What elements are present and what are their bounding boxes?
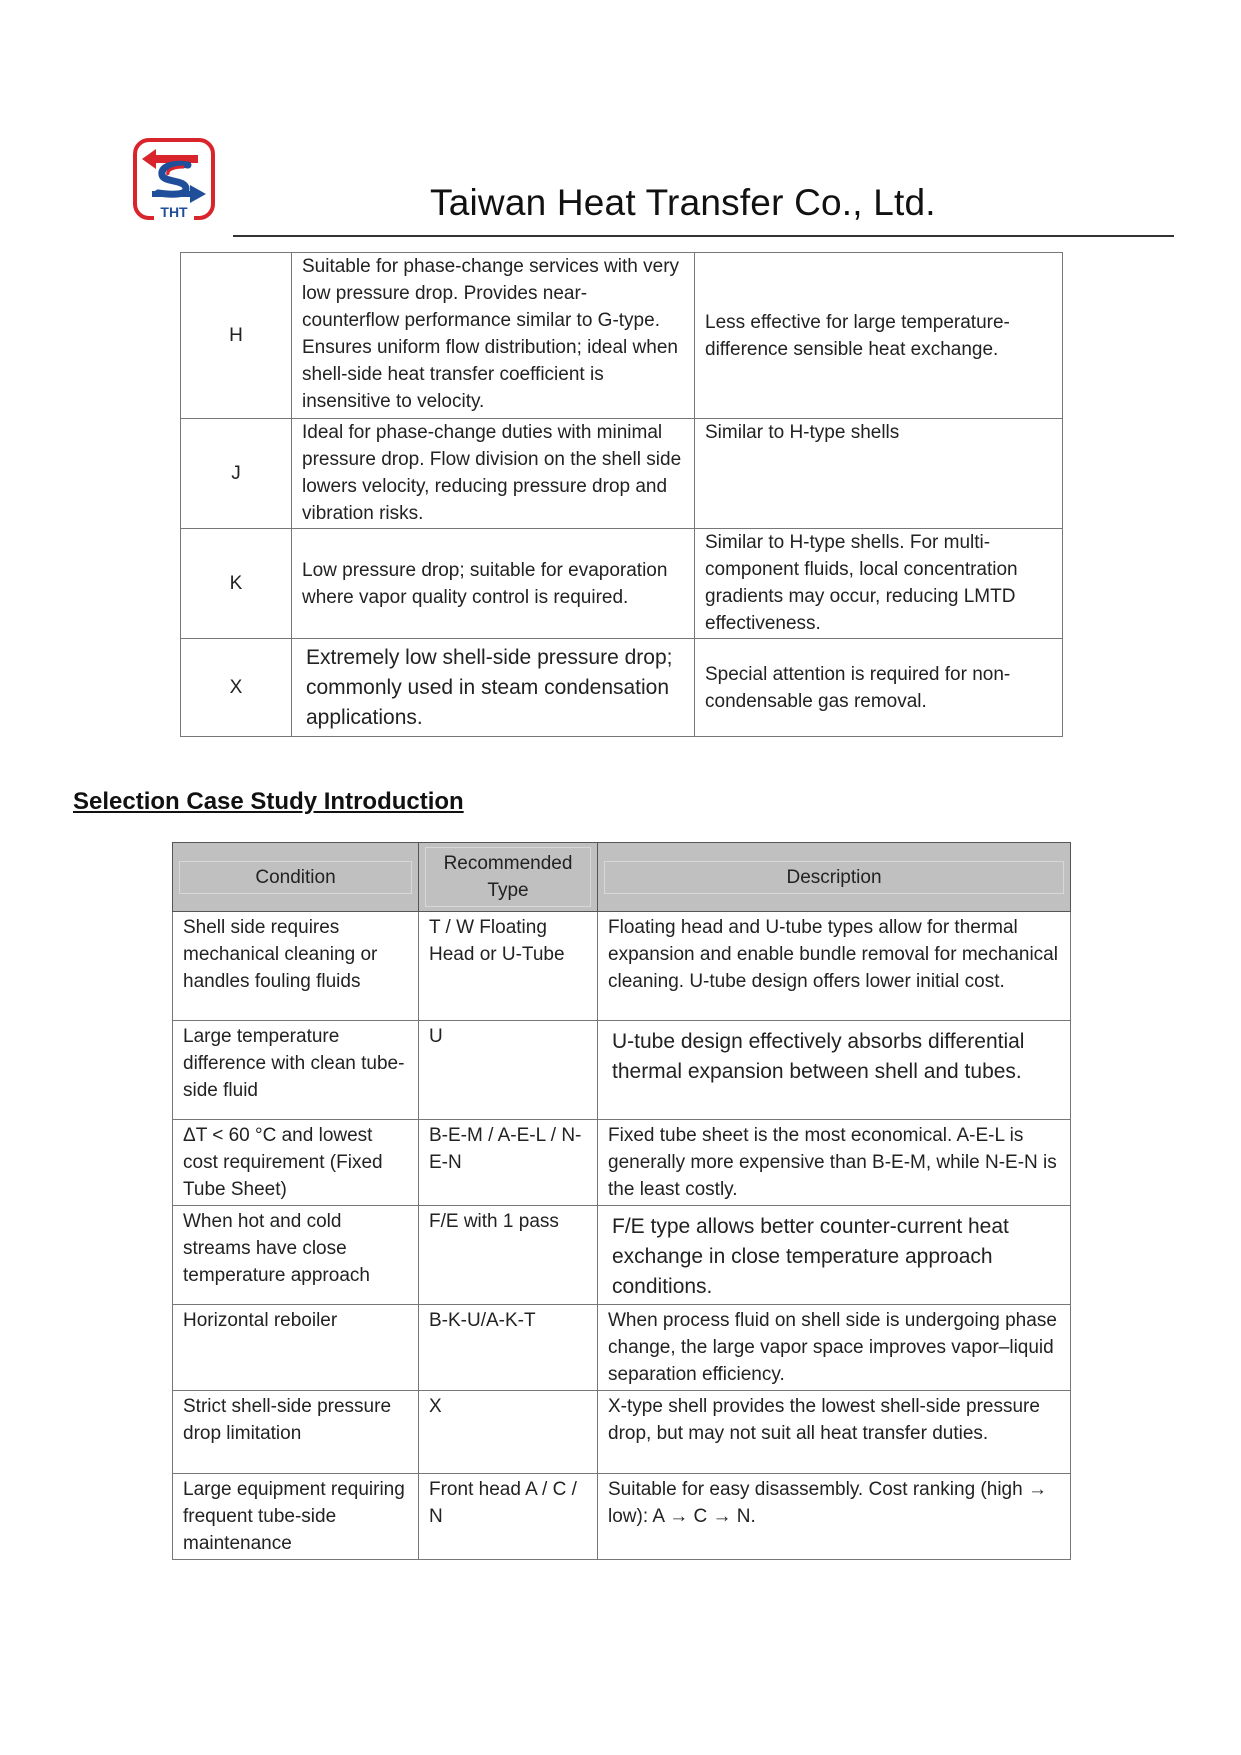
limitation-cell: Similar to H-type shells	[695, 419, 1063, 529]
advantage-cell: Suitable for phase-change services with very low pressure drop. Provides near-counterflow performance similar to G-type. Ensures uniform flow distribution; ideal when shell-side heat transfer coefficient is insensitive to velocity.	[292, 253, 695, 419]
table-row	[173, 1305, 1071, 1391]
shell-type-table	[180, 252, 1063, 737]
company-logo	[132, 137, 216, 221]
description-cell: When process fluid on shell side is undergoing phase change, the large vapor space improves vapor–liquid separation efficiency.	[598, 1305, 1071, 1391]
advantage-cell: Extremely low shell-side pressure drop; commonly used in steam condensation applications.	[292, 639, 695, 737]
limitation-cell: Similar to H-type shells. For multi-component fluids, local concentration gradients may occur, reducing LMTD effectiveness.	[695, 529, 1063, 639]
table-header-row	[173, 843, 1071, 912]
description-cell: U-tube design effectively absorbs differential thermal expansion between shell and tubes.	[598, 1021, 1071, 1120]
table-row	[181, 639, 1063, 737]
table-row	[181, 253, 1063, 419]
condition-cell: When hot and cold streams have close temperature approach	[173, 1206, 419, 1305]
table-row	[181, 419, 1063, 529]
description-cell: F/E type allows better counter-current heat exchange in close temperature approach conditions.	[598, 1206, 1071, 1305]
condition-cell: Horizontal reboiler	[173, 1305, 419, 1391]
type-cell: T / W Floating Head or U-Tube	[419, 912, 598, 1021]
table-row	[173, 1206, 1071, 1305]
limitation-cell: Special attention is required for non-condensable gas removal.	[695, 639, 1063, 737]
shell-type-cell: H	[181, 253, 292, 419]
description-cell: X-type shell provides the lowest shell-side pressure drop, but may not suit all heat transfer duties.	[598, 1391, 1071, 1474]
description-cell: Floating head and U-tube types allow for thermal expansion and enable bundle removal for mechanical cleaning. U-tube design offers lower initial cost.	[598, 912, 1071, 1021]
table-row	[181, 529, 1063, 639]
column-header-description: Description	[598, 843, 1071, 912]
description-cell: Suitable for easy disassembly. Cost ranking (high → low): A → C → N.	[598, 1474, 1071, 1560]
section-title: Selection Case Study Introduction	[73, 788, 464, 815]
type-cell: U	[419, 1021, 598, 1120]
svg-text:THT: THT	[160, 204, 188, 220]
advantage-cell: Low pressure drop; suitable for evaporation where vapor quality control is required.	[292, 529, 695, 639]
table-row	[173, 1391, 1071, 1474]
condition-cell: ΔT < 60 °C and lowest cost requirement (Fixed Tube Sheet)	[173, 1120, 419, 1206]
header-divider	[233, 235, 1174, 237]
shell-type-cell: X	[181, 639, 292, 737]
type-cell: B-K-U/A-K-T	[419, 1305, 598, 1391]
shell-type-cell: J	[181, 419, 292, 529]
type-cell: F/E with 1 pass	[419, 1206, 598, 1305]
company-name: Taiwan Heat Transfer Co., Ltd.	[430, 182, 936, 223]
column-header-condition: Condition	[173, 843, 419, 912]
condition-cell: Large equipment requiring frequent tube-side maintenance	[173, 1474, 419, 1560]
table-row	[173, 1474, 1071, 1560]
column-header-type: Recommended Type	[419, 843, 598, 912]
type-cell: X	[419, 1391, 598, 1474]
type-cell: B-E-M / A-E-L / N-E-N	[419, 1120, 598, 1206]
condition-cell: Large temperature difference with clean tube-side fluid	[173, 1021, 419, 1120]
description-cell: Fixed tube sheet is the most economical. A-E-L is generally more expensive than B-E-M, while N-E-N is the least costly.	[598, 1120, 1071, 1206]
limitation-cell: Less effective for large temperature-difference sensible heat exchange.	[695, 253, 1063, 419]
table-row	[173, 912, 1071, 1021]
condition-cell: Shell side requires mechanical cleaning or handles fouling fluids	[173, 912, 419, 1021]
table-row	[173, 1021, 1071, 1120]
shell-type-cell: K	[181, 529, 292, 639]
tht-logo-icon	[132, 137, 216, 221]
case-study-table	[172, 842, 1071, 1560]
condition-cell: Strict shell-side pressure drop limitation	[173, 1391, 419, 1474]
type-cell: Front head A / C / N	[419, 1474, 598, 1560]
advantage-cell: Ideal for phase-change duties with minimal pressure drop. Flow division on the shell side lowers velocity, reducing pressure drop and vibration risks.	[292, 419, 695, 529]
table-row	[173, 1120, 1071, 1206]
